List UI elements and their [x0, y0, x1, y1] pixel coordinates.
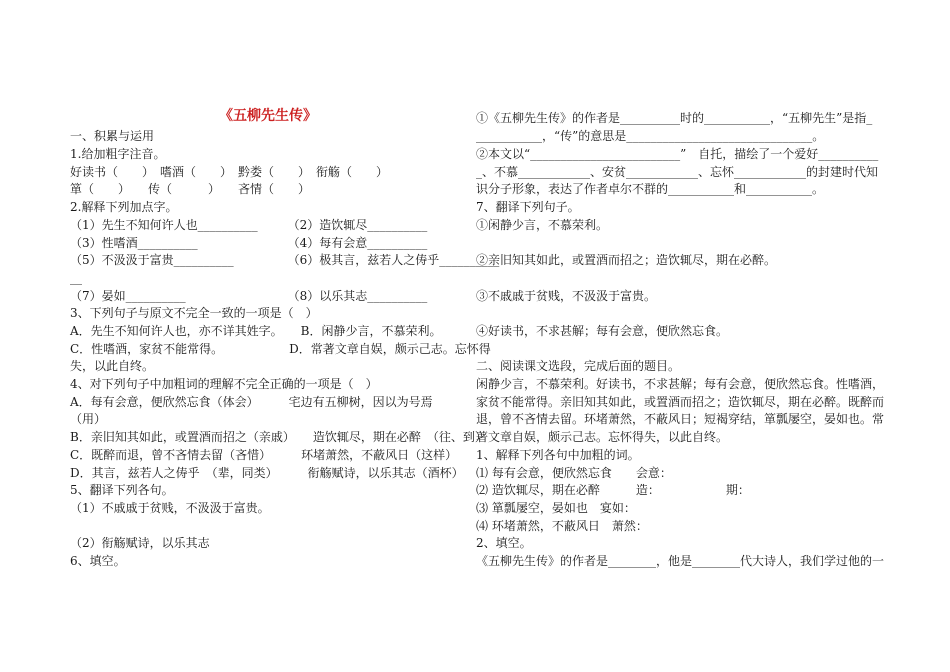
right-line: 二、阅读课文选段，完成后面的题目。	[476, 359, 681, 373]
left-line: （1）不戚戚于贫贱，不汲汲于富贵。	[70, 501, 270, 515]
right-line: ②本文以“_________________________” 自托，描绘了一个爱好__________	[476, 147, 879, 161]
right-line: 家贫不能常得。亲旧知其如此，或置酒而招之；造饮辄尽，期在必醉。既醉而	[476, 395, 885, 409]
right-line: _、不慕____________、安贫____________、忘怀____________的封建时代知	[476, 165, 879, 179]
left-line: __	[70, 271, 82, 285]
left-line: D．其言，兹若人之俦乎 （辈，同类） 衔觞赋诗，以乐其志（酒杯）	[70, 466, 464, 480]
left-line: A．每有会意，便欣然忘食（体会） 宅边有五柳树，因以为号焉	[70, 395, 433, 409]
right-line: 2、填空。	[476, 536, 532, 550]
right-line: 闲静少言，不慕荣利。好读书，不求甚解；每有会意，便欣然忘食。性嗜酒，	[476, 377, 885, 391]
right-line: ⑴ 每有会意，便欣然忘食 会意：	[476, 466, 672, 480]
left-line: 箪（ ） 传（ ） 吝情（ ）	[70, 182, 311, 196]
left-line: A．先生不知何许人也，亦不详其姓字。 B．闲静少言，不慕荣利。	[70, 324, 442, 338]
left-line: C．既醉而退，曾不吝情去留（吝惜） 环堵萧然，不蔽风日（这样）	[70, 448, 458, 462]
right-line: 识分子形象，表达了作者卓尔不群的___________和___________。	[476, 182, 825, 196]
left-line: 5、翻译下列各句。	[70, 483, 174, 497]
left-line: （用）	[70, 412, 107, 426]
right-line: 著文章自娱，颇示己志。忘怀得失，以此自终。	[476, 430, 729, 444]
right-line: 退，曾不吝情去留。环堵萧然，不蔽风日；短褐穿结，箪瓢屡空，晏如也。常	[476, 412, 885, 426]
right-line: ②亲旧知其如此，或置酒而招之；造饮辄尽，期在必醉。	[476, 253, 777, 267]
left-line: （2）衔觞赋诗，以乐其志	[70, 536, 210, 550]
left-line: 1.给加粗字注音。	[70, 147, 166, 161]
left-line: （3）性嗜酒__________ （4）每有会意__________	[70, 236, 428, 250]
left-line: （1）先生不知何许人也__________ （2）造饮辄尽__________	[70, 218, 428, 232]
right-line: ①闲静少言，不慕荣利。	[476, 218, 609, 232]
right-line: ⑶ 箪瓢屡空，晏如也 宴如：	[476, 501, 636, 515]
left-line: 4、对下列句子中加粗词的理解不完全正确的一项是（ ）	[70, 377, 378, 391]
left-line: 2.解释下列加点字。	[70, 200, 178, 214]
right-line: ⑷ 环堵萧然，不蔽风日 萧然：	[476, 519, 648, 533]
right-line: ③不戚戚于贫贱，不汲汲于富贵。	[476, 289, 657, 303]
right-line: 《五柳先生传》的作者是________，他是________代大诗人，我们学过他的一	[476, 554, 885, 568]
left-line: 3、下列句子与原文不完全一致的一项是（ ）	[70, 306, 318, 320]
left-line: C．性嗜酒，家贫不能常得。 D．常著文章自娱，颇示己志。忘怀得	[70, 342, 491, 356]
right-line: ①《五柳先生传》的作者是__________时的___________，“五柳先生”是指_	[476, 111, 873, 125]
left-line: 好读书（ ） 嗜酒（ ） 黔娄（ ） 衔觞（ ）	[70, 165, 389, 179]
right-line: ⑵ 造饮辄尽，期在必醉 造： 期：	[476, 483, 750, 497]
left-line: 失，以此自终。	[70, 359, 155, 373]
left-line: （5）不汲汲于富贵__________ （6）极其言，兹若人之俦乎__________	[70, 253, 500, 267]
document-title: 《五柳先生传》	[219, 108, 317, 124]
left-line: 一、积累与运用	[70, 129, 155, 143]
left-line: （7）晏如__________ （8）以乐其志__________	[70, 289, 428, 303]
right-line: ___________，“传”的意思是_______________________________。	[476, 129, 825, 143]
right-line: ④好读书，不求甚解；每有会意，便欣然忘食。	[476, 324, 729, 338]
right-line: 1、解释下列各句中加粗的词。	[476, 448, 640, 462]
left-line: 6、填空。	[70, 554, 126, 568]
right-line: 7、翻译下列句子。	[476, 200, 580, 214]
left-line: B．亲旧知其如此，或置酒而招之（亲戚） 造饮辄尽，期在必醉 （往、到）	[70, 430, 487, 444]
